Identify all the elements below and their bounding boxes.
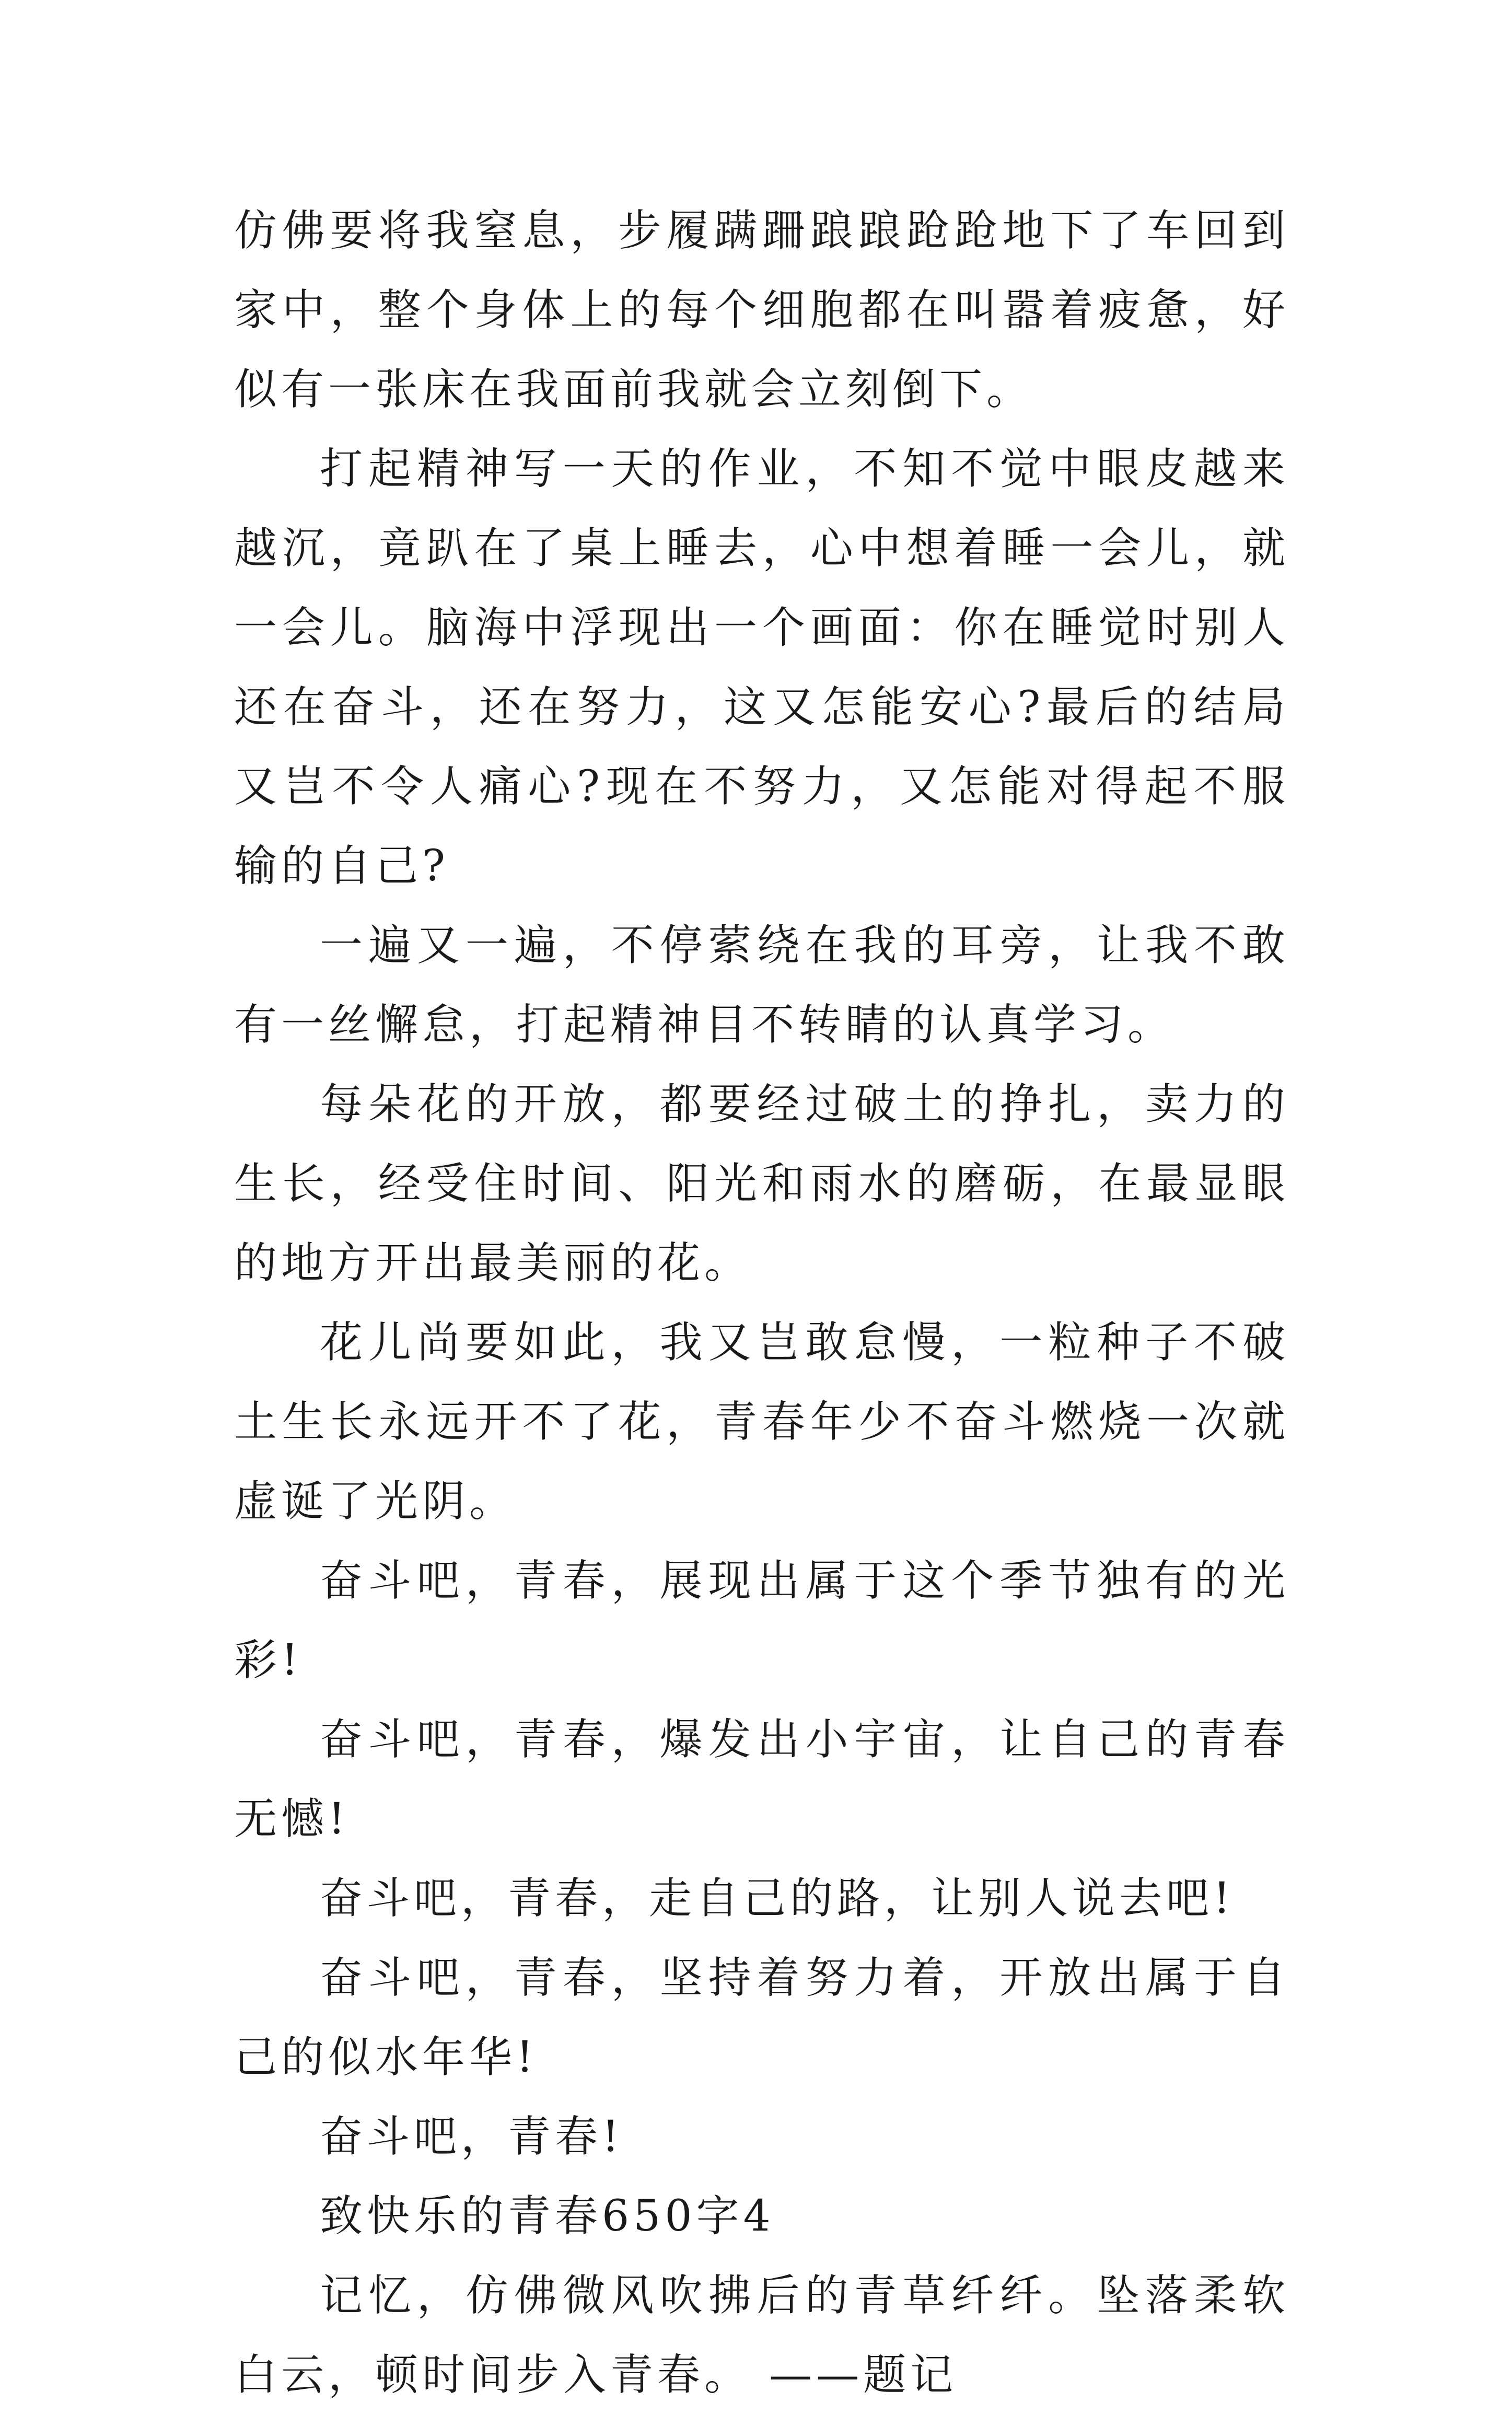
paragraph: 奋斗吧，青春! (320, 2112, 623, 2162)
paragraph: 一遍又一遍，不停萦绕在我的耳旁，让我不敢有一丝懈怠，打起精神目不转睛的认真学习。 (234, 921, 1289, 1050)
paragraph: 奋斗吧，青春，爆发出小宇宙，让自己的青春无憾! (234, 1715, 1289, 1844)
document-body (234, 191, 1289, 2415)
paragraph: 打起精神写一天的作业，不知不觉中眼皮越来越沉，竟趴在了桌上睡去，心中想着睡一会儿，就一会儿。脑海中浮现出一个画面：你在睡觉时别人还在奋斗，还在努力，这又怎能安心?最后的结局又岂不令人痛心?现在不努力，又怎能对得起不服输的自己? (234, 444, 1289, 891)
section-heading: 致快乐的青春650字4 (320, 2191, 775, 2241)
paragraph: 仿佛要将我窒息，步履蹒跚踉踉跄跄地下了车回到家中，整个身体上的每个细胞都在叫嚣着疲惫，好似有一张床在我面前我就会立刻倒下。 (234, 206, 1289, 414)
paragraph: 记忆，仿佛微风吹拂后的青草纤纤。坠落柔软白云，顿时间步入青春。 ——题记 (234, 2271, 1289, 2400)
paragraph: 奋斗吧，青春，坚持着努力着，开放出属于自己的似水年华! (234, 1953, 1289, 2082)
paragraph: 奋斗吧，青春，走自己的路，让别人说去吧! (320, 1874, 1235, 1923)
paragraph: 花儿尚要如此，我又岂敢怠慢，一粒种子不破土生长永远开不了花，青春年少不奋斗燃烧一次就虚诞了光阴。 (234, 1318, 1289, 1526)
paragraph: 奋斗吧，青春，展现出属于这个季节独有的光彩! (234, 1556, 1289, 1685)
paragraph: 每朵花的开放，都要经过破土的挣扎，卖力的生长，经受住时间、阳光和雨水的磨砺，在最显眼的地方开出最美丽的花。 (234, 1079, 1289, 1288)
